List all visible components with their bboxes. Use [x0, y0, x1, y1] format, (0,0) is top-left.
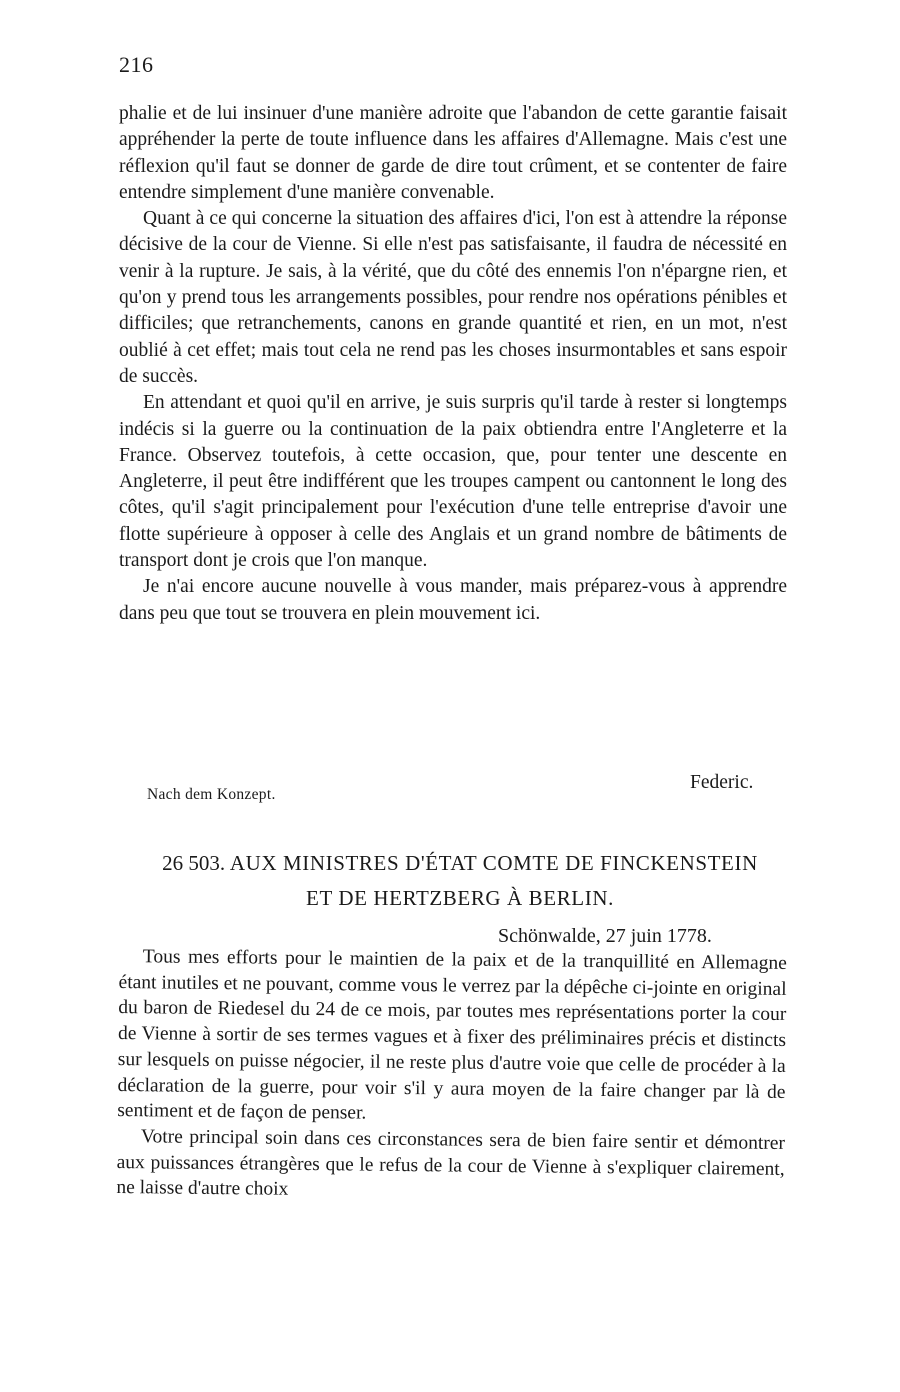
- paragraph: En attendant et quoi qu'il en arrive, je suis surpris qu'il tarde à rester si longtemps indécis si la guerre ou la continuation de la paix obtiendra entre l'Angleterre et la France. Observez toutefois, à cette occasion, que, pour tenter une descente en Angleterre, il peut être indifférent que les troupes campent ou cantonnent le long des côtes, qu'il s'agit principalement pour l'exécution d'une telle entreprise d'avoir une flotte supérieure à opposer à celle des Anglais et un grand nombre de bâtiments de transport dont je crois que l'on manque.: [119, 392, 787, 572]
- paragraph: Quant à ce qui concerne la situation des affaires d'ici, l'on est à attendre la réponse décisive de la cour de Vienne. Si elle n'est pas satisfaisante, il faudra de nécessité en venir à la rupture. Je sais, à la vérité, que du côté des ennemis l'on n'épargne rien, et qu'on y prend tous les arrangements possibles, pour rendre nos opérations pénibles et difficiles; que retranchements, canons en grande quantité et rien, en un mot, n'est oublié à cet effet; mais tout cela ne rend pas les choses insurmontables et sans espoir de succès.: [119, 208, 787, 387]
- letter-2-body: [116, 944, 787, 1208]
- letter-1-body: [119, 101, 787, 627]
- source-note: Nach dem Konzept.: [147, 786, 276, 803]
- page-number: 216: [119, 52, 154, 77]
- paragraph: Je n'ai encore aucune nouvelle à vous mander, mais préparez-vous à apprendre dans peu que tout se trouvera en plein mouvement ici.: [119, 576, 787, 624]
- paragraph: phalie et de lui insinuer d'une manière adroite que l'abandon de cette garantie faisait appréhender la perte de toute influence dans les affaires d'Allemagne. Mais c'est une réflexion qu'il faut se donner de garde de dire tout crûment, et se contenter de faire entendre simplement d'une manière convenable.: [119, 103, 787, 203]
- heading-line-1-text: AUX MINISTRES D'ÉTAT COMTE DE FINCKENSTEIN: [229, 851, 758, 875]
- paragraph: Votre principal soin dans ces circonstances sera de bien faire sentir et démontrer aux puissances étrangères que le refus de la cour de Vienne à s'expliquer clairement, ne laisse d'autre choix: [116, 1126, 786, 1201]
- letter-heading: [124, 846, 796, 916]
- heading-line-2: ET DE HERTZBERG À BERLIN.: [306, 886, 614, 910]
- heading-line-1: [124, 846, 796, 881]
- date-place: Schönwalde, 27 juin 1778.: [498, 925, 712, 947]
- letter-number: 26 503.: [162, 851, 226, 875]
- paragraph: Tous mes efforts pour le maintien de la paix et de la tranquillité en Allemagne étant inutiles et ne pouvant, comme vous le verrez par la dépêche ci-jointe en original du baron de Riedesel du 24 de ce mois, par toutes mes représentations porter la cour de Vienne à sortir de ses termes vagues et à fixer des préliminaires précis et distincts sur lesquels on puisse négocier, il ne reste plus d'autre voie que celle de procéder à la déclaration de la guerre, pour voir s'il y aura moyen de la faire changer par là de sentiment et de façon de penser.: [117, 946, 787, 1124]
- signature: Federic.: [690, 772, 754, 793]
